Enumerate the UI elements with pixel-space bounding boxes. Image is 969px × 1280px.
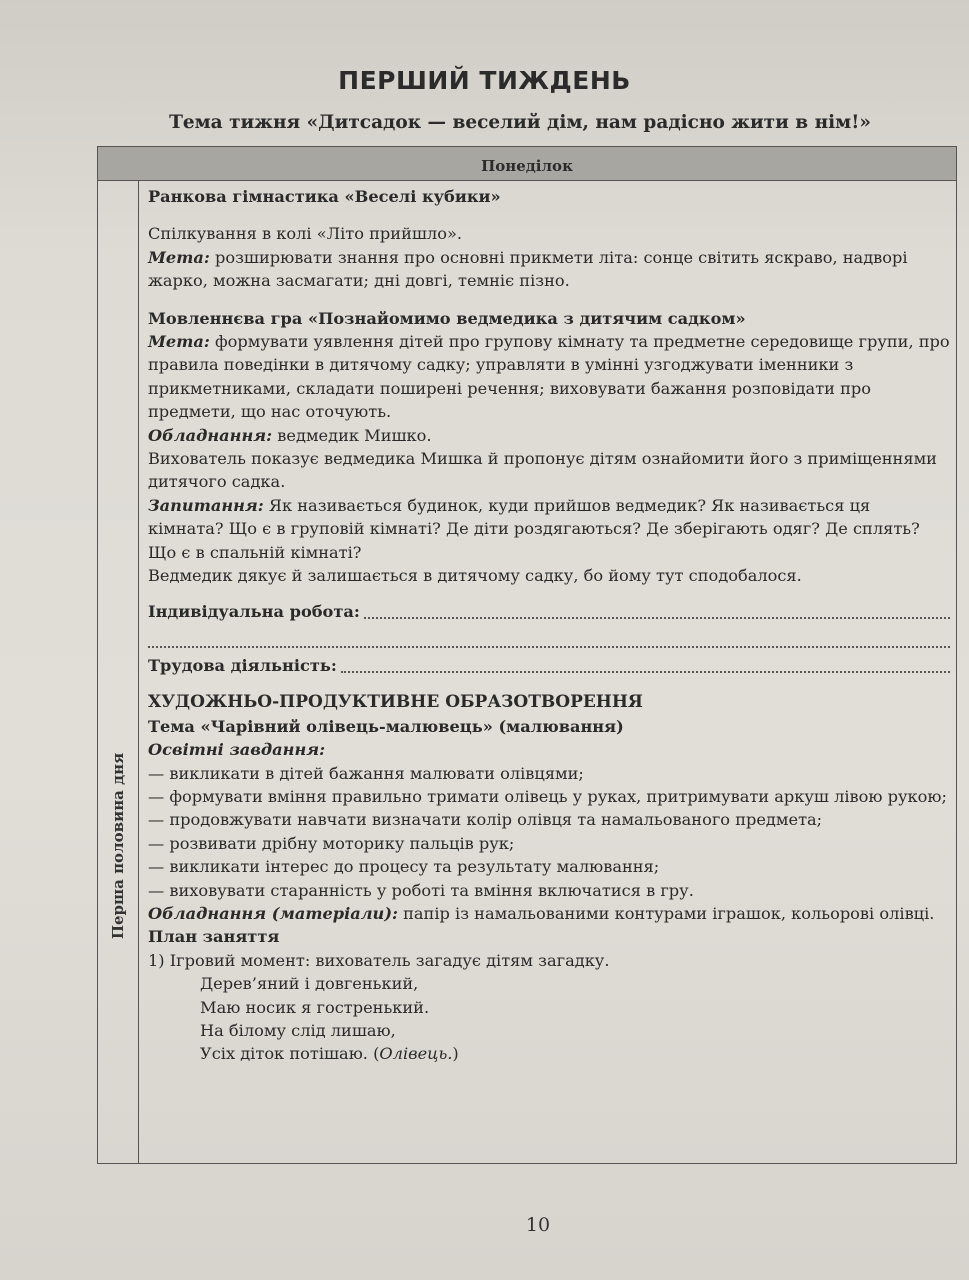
fill-in-line xyxy=(364,617,950,619)
fill-in-line xyxy=(148,623,950,648)
equipment-label: Обладнання: xyxy=(148,425,273,445)
circle-goal xyxy=(148,246,950,293)
labor-row xyxy=(148,654,950,677)
day-header: Понеділок xyxy=(98,147,956,181)
task-item: — розвивати дрібну моторику пальців рук; xyxy=(148,833,515,853)
page-number: 10 xyxy=(525,1214,551,1236)
questions-text: Як називається будинок, куди прийшов ведмедик? Як називається ця кімната? Що є в груповій кімнаті? Де діти роздягаються? Де зберігають одяг? Де сплять? Що є в спальній кімнаті? xyxy=(148,495,920,562)
speech-game-goal xyxy=(148,330,950,424)
poem-line: Усіх діток потішаю. ( xyxy=(200,1044,380,1064)
riddle-poem xyxy=(148,972,950,1066)
week-title: ПЕРШИЙ ТИЖДЕНЬ xyxy=(338,66,631,95)
equipment-text: ведмедик Мишко. xyxy=(272,425,432,445)
poem-line: На білому слід лишаю, xyxy=(200,1021,396,1040)
individual-work-row xyxy=(148,600,950,623)
speech-game-questions xyxy=(148,494,950,564)
circle-line: Спілкування в колі «Літо прийшло». xyxy=(148,224,462,244)
individual-work-label: Індивідуальна робота: xyxy=(148,601,360,621)
poem-line-last xyxy=(200,1042,950,1065)
questions-label: Запитання: xyxy=(148,495,264,515)
fill-in-line xyxy=(341,671,950,673)
plan-content xyxy=(148,185,950,1066)
plan-label: План заняття xyxy=(148,927,280,947)
task-item: — виховувати старанність у роботі та вміння включатися в гру. xyxy=(148,880,694,900)
task-item: — викликати в дітей бажання малювати олівцями; xyxy=(148,763,584,783)
equipment-text: папір із намальованими контурами іграшок, кольорові олівці. xyxy=(397,903,935,923)
speech-game-equipment xyxy=(148,424,950,447)
poem-line: Маю носик я гостренький. xyxy=(200,997,430,1017)
speech-game-closing: Ведмедик дякує й залишається в дитячому садку, бо йому тут сподобалося. xyxy=(148,566,802,586)
labor-label: Трудова діяльність: xyxy=(148,655,337,675)
plan-step: 1) Ігровий момент: вихователь загадує дітям загадку. xyxy=(148,950,610,970)
poem-close: ) xyxy=(452,1044,459,1064)
art-topic: Тема «Чарівний олівець-малювець» (малювання) xyxy=(148,716,624,736)
task-item: — формувати вміння правильно тримати олівець у руках, притримувати аркуш лівою рукою; xyxy=(148,786,947,806)
art-equipment xyxy=(148,902,950,925)
speech-game-title: Мовленнєва гра «Познайомимо ведмедика з дитячим садком» xyxy=(148,308,746,328)
equipment-label: Обладнання (матеріали): xyxy=(148,903,398,923)
side-label: Перша половина дня xyxy=(109,752,127,940)
riddle-answer: Олівець. xyxy=(379,1044,453,1064)
task-item: — викликати інтерес до процесу та результату малювання; xyxy=(148,857,660,877)
side-column xyxy=(98,181,139,1163)
speech-game-intro: Вихователь показує ведмедика Мишка й пропонує дітям ознайомити його з приміщеннями дитячого садка. xyxy=(148,449,937,492)
task-item: — продовжувати навчати визначати колір олівця та намальованого предмета; xyxy=(148,810,823,830)
goal-label: Мета: xyxy=(148,247,210,267)
goal-text: формувати уявлення дітей про групову кімнату та предметне середовище групи, про правила поведінки в дитячому садку; управляти в умінні узгоджувати іменники з прикметниками, складати поширені речення; виховувати бажання розповідати про предмети, що нас оточують. xyxy=(148,332,950,422)
poem-line: Дерев’яний і довгенький, xyxy=(200,974,419,994)
tasks-label: Освітні завдання: xyxy=(148,740,326,760)
goal-label: Мета: xyxy=(148,332,210,352)
gym-title: Ранкова гімнастика «Веселі кубики» xyxy=(148,187,501,206)
goal-text: розширювати знання про основні прикмети літа: сонце світить яскраво, надворі жарко, можна засмагати; дні довгі, темніє пізно. xyxy=(148,247,908,291)
week-theme: Тема тижня «Дитсадок — веселий дім, нам радісно жити в нім!» xyxy=(169,112,871,133)
art-section-title: ХУДОЖНЬО-ПРОДУКТИВНЕ ОБРАЗОТВОРЕННЯ xyxy=(148,692,643,713)
plan-table xyxy=(97,146,957,1164)
